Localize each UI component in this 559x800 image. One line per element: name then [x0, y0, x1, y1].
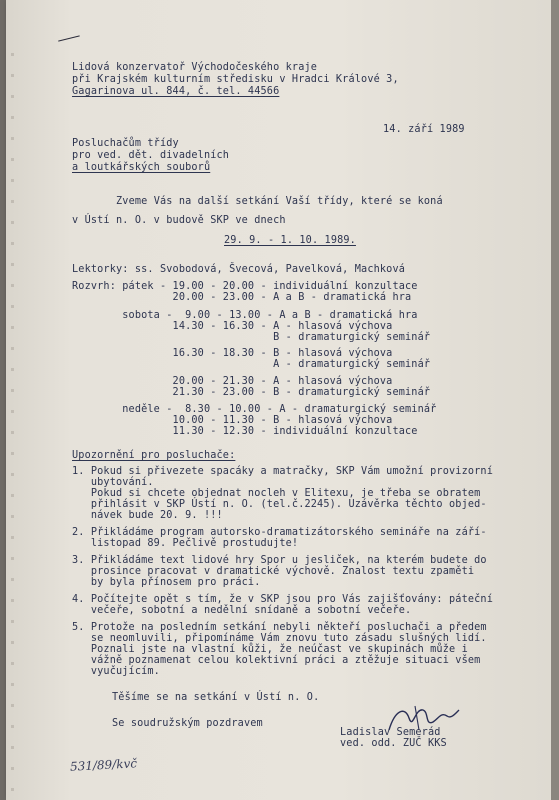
schedule-row: 10.00 - 11.30 - B - hlasová výchova — [72, 415, 393, 426]
notice-line: ubytování. — [72, 477, 154, 488]
notice-line: vyučujícím. — [72, 666, 160, 677]
org-address: Gagarinova ul. 844, č. tel. 44566 — [72, 86, 280, 97]
intro-line1: Zveme Vás na další setkání Vaší třídy, které se koná — [116, 196, 443, 207]
notice-title: Upozornění pro posluchače: — [72, 450, 236, 461]
notice-line: 3. Přikládáme text lidové hry Spor u jesliček, na kterém budete do — [72, 555, 487, 566]
greeting: Se soudružským pozdravem — [112, 718, 263, 729]
notice-line: Poznali jste na vlastní kůži, že neúčast ve skupinách může i — [72, 644, 468, 655]
notice-line: návek bude 20. 9. !!! — [72, 510, 223, 521]
handwritten-reference: 531/89/kvč — [69, 756, 138, 774]
schedule-row: 20.00 - 21.30 - A - hlasová výchova — [72, 376, 393, 387]
lecturers: Lektorky: ss. Svobodová, Švecová, Pavelková, Machková — [72, 264, 406, 275]
notice-line: vážně poznamenat celou kolektivní práci a ztěžuje situaci všem — [72, 655, 481, 666]
schedule-row: 11.30 - 12.30 - individuální konzultace — [72, 426, 418, 437]
schedule-row: B - dramaturgický seminář — [72, 332, 431, 343]
notice-line: prosince pracovat v dramatické výchově. Znalost textu zpaměti — [72, 566, 475, 577]
notice-line: přihlásit v SKP Ústí n. O. (tel.č.2245). Uzávěrka těchto objed- — [72, 499, 487, 510]
org-line2: při Krajském kulturním středisku v Hradci Králové 3, — [72, 74, 399, 85]
schedule-row: Rozvrh: pátek - 19.00 - 20.00 - individuální konzultace — [72, 281, 418, 292]
intro-line2: v Ústí n. O. v budově SKP ve dnech — [72, 215, 286, 226]
notice-line: listopad 89. Pečlivě prostudujte! — [72, 538, 299, 549]
closing-line: Těšíme se na setkání v Ústí n. O. — [112, 692, 320, 703]
notice-line: by byla přínosem pro práci. — [72, 577, 261, 588]
notice-line: 2. Přikládáme program autorsko-dramatizátorského semináře na září- — [72, 527, 487, 538]
schedule-row: 16.30 - 18.30 - B - hlasová výchova — [72, 348, 393, 359]
schedule-row: 14.30 - 16.30 - A - hlasová výchova — [72, 321, 393, 332]
org-name: Lidová konzervatoř Východočeského kraje — [72, 62, 318, 73]
letter-date: 14. září 1989 — [383, 124, 465, 135]
schedule-row: sobota - 9.00 - 13.00 - A a B - dramatická hra — [72, 310, 418, 321]
signer-name: Ladislav Semerád — [340, 727, 441, 738]
schedule-row: 20.00 - 23.00 - A a B - dramatická hra — [72, 292, 412, 303]
paper-sheet — [6, 0, 551, 800]
recipient-line1: Posluchačům třídy — [72, 138, 179, 149]
notice-line: večeře, sobotní a nedělní snídaně a sobotní večeře. — [72, 605, 412, 616]
binding-holes — [11, 35, 14, 795]
notice-line: se neomluvili, připomínáme Vám znovu tuto zásadu slušných lidí. — [72, 633, 487, 644]
notice-line: 1. Pokud si přivezete spacáky a matračky, SKP Vám umožní provizorní — [72, 466, 493, 477]
notice-line: 5. Protože na posledním setkání nebyli někteří posluchači a předem — [72, 622, 487, 633]
background-edge — [551, 0, 559, 800]
recipient-line3: a loutkářských souborů — [72, 162, 211, 173]
event-dates: 29. 9. - 1. 10. 1989. — [224, 235, 356, 246]
schedule-row: neděle - 8.30 - 10.00 - A - dramaturgický seminář — [72, 404, 437, 415]
signer-title: ved. odd. ZUČ KKS — [340, 738, 447, 749]
schedule-row: A - dramaturgický seminář — [72, 359, 431, 370]
notice-line: Pokud si chcete objednat nocleh v Elitexu, je třeba se obratem — [72, 488, 481, 499]
schedule-row: 21.30 - 23.00 - B - dramaturgický seminář — [72, 387, 431, 398]
notice-line: 4. Počítejte opět s tím, že v SKP jsou pro Vás zajišťovány: páteční — [72, 594, 493, 605]
recipient-line2: pro ved. dět. divadelních — [72, 150, 230, 161]
